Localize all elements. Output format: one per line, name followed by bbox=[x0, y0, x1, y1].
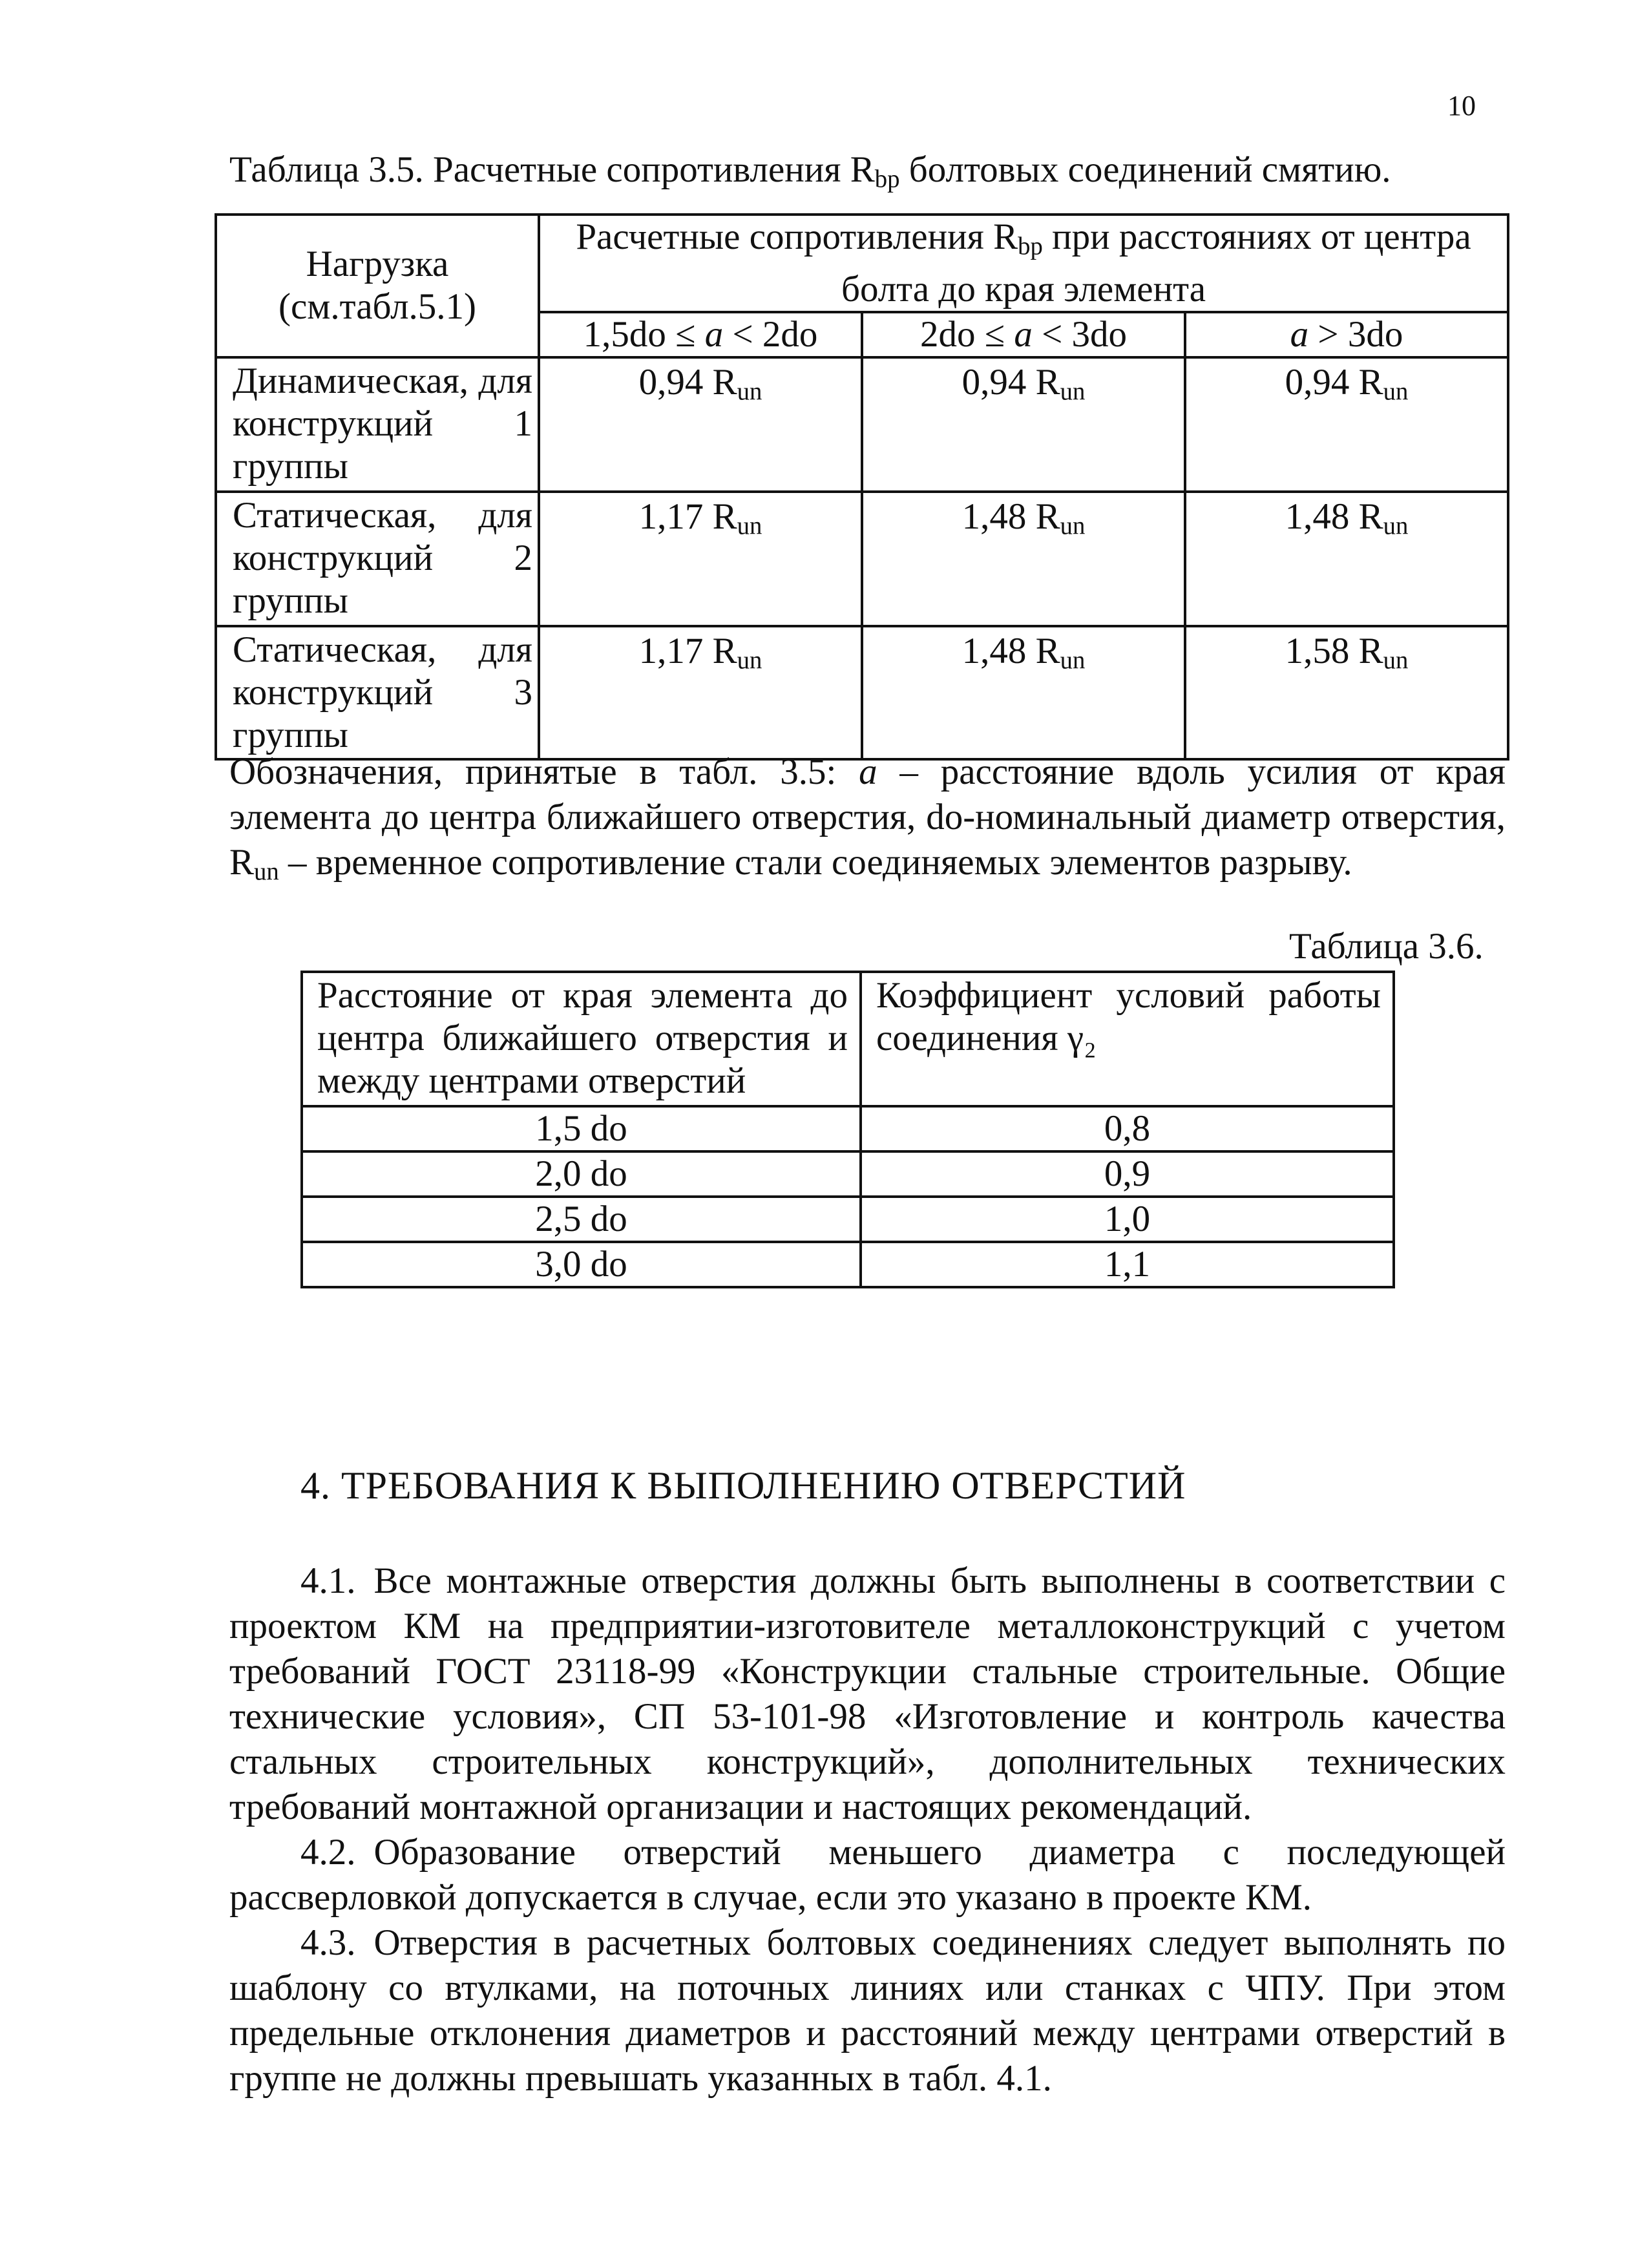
value: 1,58 R bbox=[1285, 630, 1383, 671]
value: 0,94 R bbox=[1285, 361, 1383, 403]
value-subscript: un bbox=[1060, 512, 1086, 540]
notes-text-end: – временное сопротивление стали соединяемых элементов разрыву. bbox=[278, 842, 1352, 883]
distance-cell: 1,5 do bbox=[302, 1106, 861, 1151]
page-number: 10 bbox=[1447, 90, 1476, 121]
group-header-subscript: bp bbox=[1018, 232, 1043, 260]
col-header-a: a bbox=[704, 313, 724, 355]
value: 1,48 R bbox=[961, 496, 1060, 537]
value-subscript: un bbox=[737, 377, 762, 406]
value-cell bbox=[1185, 626, 1508, 759]
table-3-6 bbox=[300, 971, 1395, 1288]
value-cell bbox=[862, 626, 1185, 759]
value: 1,17 R bbox=[638, 496, 737, 537]
distance-cell: 2,5 do bbox=[302, 1197, 861, 1242]
table-3-5-notes bbox=[229, 750, 1506, 895]
caption-text: Таблица 3.5. Расчетные сопротивления R bbox=[229, 149, 875, 190]
table-3-5-caption bbox=[229, 149, 1391, 194]
coefficient-cell: 1,1 bbox=[861, 1242, 1394, 1287]
section-heading: 4. ТРЕБОВАНИЯ К ВЫПОЛНЕНИЮ ОТВЕРСТИЙ bbox=[300, 1464, 1186, 1507]
paragraph-number: 4.1. bbox=[300, 1560, 356, 1601]
table-row bbox=[216, 357, 1508, 492]
value-cell bbox=[1185, 357, 1508, 492]
table-row bbox=[302, 1106, 1394, 1151]
caption-subscript: bp bbox=[874, 165, 900, 193]
distance-cell: 2,0 do bbox=[302, 1151, 861, 1197]
table-row bbox=[302, 1242, 1394, 1287]
value-cell bbox=[539, 492, 862, 626]
col-header-pre: 1,5do ≤ bbox=[583, 313, 705, 355]
value: 0,94 R bbox=[638, 361, 737, 403]
col-header-post: < 2do bbox=[723, 313, 818, 355]
table-3-6-caption: Таблица 3.6. bbox=[1289, 926, 1484, 967]
value-subscript: un bbox=[737, 646, 762, 675]
col-header-1 bbox=[539, 312, 862, 357]
value-subscript: un bbox=[737, 512, 762, 540]
value-cell bbox=[539, 626, 862, 759]
group-header-text-end: при расстояниях от центра болта до края элемента bbox=[841, 216, 1471, 310]
coefficient-cell: 1,0 bbox=[861, 1197, 1394, 1242]
table-row bbox=[216, 626, 1508, 759]
value-cell bbox=[862, 492, 1185, 626]
value: 0,94 R bbox=[961, 361, 1060, 403]
distance-cell: 3,0 do bbox=[302, 1242, 861, 1287]
row-label: Статическая, для конструкций 3 группы bbox=[216, 626, 539, 759]
paragraph-text: Отверстия в расчетных болтовых соединениях следует выполнять по шаблону со втулками, на поточных линиях или станках с ЧПУ. При этом предельные отклонения диаметров и расстояний между центрами отверстий в группе не должны превышать указанных в табл. 4.1. bbox=[229, 1922, 1506, 2099]
col-header-2 bbox=[862, 312, 1185, 357]
notes-subscript: un bbox=[254, 857, 279, 886]
col-header-post: > 3do bbox=[1308, 313, 1403, 355]
load-header: Нагрузка (см.табл.5.1) bbox=[216, 215, 539, 357]
value-subscript: un bbox=[1060, 377, 1086, 406]
col-header-a: a bbox=[1290, 313, 1309, 355]
col-header-3 bbox=[1185, 312, 1508, 357]
distance-header: Расстояние от края элемента до центра ближайшего отверстия и между центрами отверстий bbox=[302, 972, 861, 1106]
paragraph-text: Образование отверстий меньшего диаметра с последующей рассверловкой допускается в случае, если это указано в проекте КМ. bbox=[229, 1832, 1506, 1918]
paragraph-4-3 bbox=[229, 1920, 1506, 2101]
value: 1,17 R bbox=[638, 630, 737, 671]
value-cell bbox=[1185, 492, 1508, 626]
paragraph-number: 4.3. bbox=[300, 1922, 356, 1963]
paragraph-text: Все монтажные отверстия должны быть выполнены в соответствии с проектом КМ на предприятии-изготовителе металлоконструкций с учетом требований ГОСТ 23118-99 «Конструкции стальные строительные. Общие технические условия», СП 53-101-98 «Изготовление и контроль качества стальных строительных конструкций», дополнительных технических требований монтажной организации и настоящих рекомендаций. bbox=[229, 1560, 1506, 1827]
row-label: Динамическая, для конструкций 1 группы bbox=[216, 357, 539, 492]
group-header-text: Расчетные сопротивления R bbox=[576, 216, 1018, 257]
col-header-a: a bbox=[1014, 313, 1033, 355]
notes-text: – расстояние вдоль усилия от края элемента до центра ближайшего отверстия, do-номинальный диаметр отверстия, R bbox=[229, 751, 1506, 883]
coefficient-cell: 0,8 bbox=[861, 1106, 1394, 1151]
resistance-group-header bbox=[539, 215, 1508, 312]
caption-text-end: болтовых соединений смятию. bbox=[899, 149, 1391, 190]
row-label: Статическая, для конструкций 2 группы bbox=[216, 492, 539, 626]
paragraph-4-2 bbox=[229, 1830, 1506, 1920]
coefficient-cell: 0,9 bbox=[861, 1151, 1394, 1197]
col-header-pre: 2do ≤ bbox=[920, 313, 1014, 355]
table-row bbox=[302, 1197, 1394, 1242]
value: 1,48 R bbox=[1285, 496, 1383, 537]
value-subscript: un bbox=[1383, 646, 1409, 675]
table-3-5 bbox=[215, 213, 1509, 761]
notes-text: Обозначения, принятые в табл. 3.5: bbox=[229, 751, 859, 792]
notes-a: a bbox=[859, 751, 877, 792]
col-header-post: < 3do bbox=[1032, 313, 1127, 355]
value-cell bbox=[862, 357, 1185, 492]
value-subscript: un bbox=[1383, 512, 1409, 540]
value: 1,48 R bbox=[961, 630, 1060, 671]
table-row bbox=[216, 492, 1508, 626]
value-subscript: un bbox=[1383, 377, 1409, 406]
paragraph-4-1 bbox=[229, 1559, 1506, 1830]
value-subscript: un bbox=[1060, 646, 1086, 675]
section-body bbox=[229, 1559, 1506, 2101]
coefficient-header: Коэффициент условий работы соединения γ₂ bbox=[861, 972, 1394, 1106]
table-row bbox=[302, 1151, 1394, 1197]
paragraph-number: 4.2. bbox=[300, 1832, 356, 1873]
value-cell bbox=[539, 357, 862, 492]
